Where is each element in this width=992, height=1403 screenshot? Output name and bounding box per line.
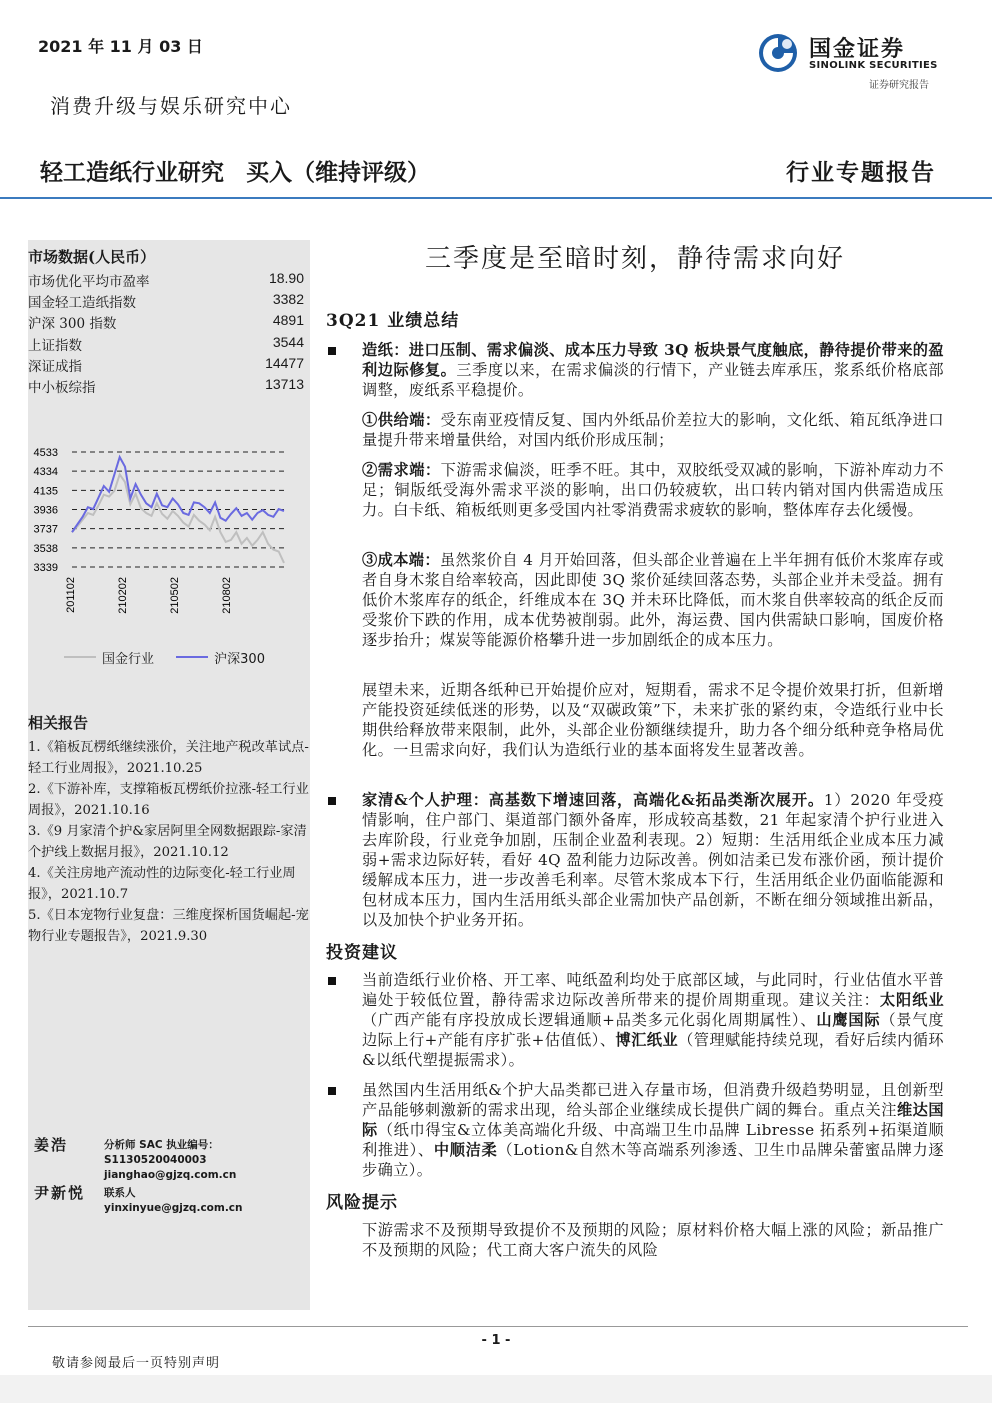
- paragraph: 展望未来，近期各纸种已开始提价应对，短期看，需求不足令提价效果打折，但新增产能投资延续低迷的形势，以及“双碳政策”下，未来扩张的紧约束，令造纸行业中长期供给释放带来限制，此外，头部企业份额继续提升，助力各个细分纸种竞争格局优化。一旦需求向好，我们认为造纸行业的基本面将发生显著改善。: [362, 681, 944, 759]
- y-tick-label: 4533: [33, 447, 58, 459]
- chart-legend: [64, 647, 283, 667]
- market-label: 上证指数: [28, 338, 82, 354]
- paragraph: [362, 790, 944, 930]
- index-chart: [28, 440, 310, 670]
- market-value: 3382: [272, 291, 304, 307]
- market-label: 国金轻工造纸指数: [28, 295, 136, 311]
- y-tick-label: 4334: [33, 466, 58, 479]
- footer-disclaimer: 敬请参阅最后一页特别声明: [52, 1356, 221, 1371]
- market-value: 14477: [265, 355, 304, 371]
- analyst-name: 尹新悦: [34, 1184, 86, 1202]
- analyst-info: [104, 1186, 243, 1216]
- headline: 三季度是至暗时刻，静待需求向好: [424, 244, 845, 274]
- market-label: 深证成指: [28, 359, 82, 375]
- legend-swatch: [64, 656, 96, 658]
- y-tick-label: 3339: [33, 562, 58, 574]
- analyst-role: 分析师 SAC 执业编号：S1130520040003: [104, 1139, 219, 1166]
- legend-item: [64, 648, 154, 667]
- market-label: 市场优化平均市盈率: [28, 274, 150, 290]
- company-name: 博汇纸业: [615, 1031, 679, 1049]
- y-tick-label: 3936: [33, 504, 58, 517]
- bullet-icon: [328, 1084, 336, 1098]
- section-heading: 风险提示: [326, 1193, 398, 1213]
- y-tick-label: 3538: [33, 542, 58, 555]
- analyst-info: [104, 1138, 310, 1183]
- para-text: 三季度以来，在需求偏淡的行情下，产业链去库承压，浆系纸价格底部调整，废纸系平稳提价。: [362, 361, 944, 399]
- paragraph: [362, 970, 944, 1070]
- para-text: 虽然浆价自 4 月开始回落，但头部企业普遍在上半年拥有低价木浆库存或者自身木浆自给率较高，因此即使 3Q 浆价延续回落态势，头部企业并未受益。拥有低价木浆库存的纸企，纤维成本在 3Q 并未环比降低，而木浆自供率较高的纸企反而受浆价下跌的作用，成本优势被削弱。此外，海运费、国内供需缺口影响，国废价格逐步抬升；煤炭等能源价格攀升进一步加剧纸企的成本压力。: [362, 551, 944, 649]
- legend-label: 沪深300: [214, 651, 265, 667]
- para-text: （景气度边际上行+产能有序扩张+估值低）、: [362, 1011, 944, 1049]
- y-tick-label: 4135: [33, 485, 58, 498]
- x-tick-label: 210202: [117, 577, 129, 614]
- logo-name-en: SINOLINK SECURITIES: [809, 60, 938, 71]
- legend-label: 国金行业: [102, 651, 155, 667]
- sidebar: [28, 240, 310, 1310]
- para-bold: ③成本端：: [362, 551, 440, 569]
- market-value: 3544: [272, 334, 304, 350]
- market-row: [28, 312, 304, 332]
- related-report-item[interactable]: 1.《箱板瓦楞纸继续涨价，关注地产税改革试点-轻工行业周报》，2021.10.25: [28, 740, 309, 776]
- related-report-item[interactable]: 2.《下游补库，支撑箱板瓦楞纸价拉涨-轻工行业周报》，2021.10.16: [28, 782, 309, 818]
- analyst-role: 联系人: [104, 1187, 136, 1199]
- paragraph: [362, 460, 944, 520]
- para-text: 下游需求偏淡，旺季不旺。其中，双胶纸受双减的影响，下游补库动力不足；铜版纸受海外需求平淡的影响，出口仍较疲软，出口转内销对国内供需造成压力。白卡纸、箱板纸则更多受国内社零消费需求疲软的影响，整体库存去化缓慢。: [362, 461, 944, 519]
- para-bold: ②需求端：: [362, 461, 441, 479]
- footer-band: [0, 1375, 992, 1403]
- company-logo: [757, 30, 952, 90]
- rating: 买入（维持评级）: [246, 160, 430, 186]
- footer-divider: [28, 1326, 968, 1327]
- legend-item: [176, 648, 265, 667]
- paragraph: [362, 340, 944, 400]
- analyst-name: 姜浩: [34, 1136, 69, 1154]
- page-number: - 1 -: [481, 1333, 511, 1348]
- logo-mark-icon: [757, 32, 799, 74]
- market-value: 13713: [265, 376, 304, 392]
- para-text: 受东南亚疫情反复、国内外纸品价差拉大的影响，文化纸、箱瓦纸净进口量提升带来增量供给，对国内纸价形成压制；: [362, 411, 944, 449]
- market-label: 中小板综指: [28, 380, 96, 396]
- section-heading: 投资建议: [326, 943, 398, 963]
- report-date: 2021 年 11 月 03 日: [38, 37, 203, 56]
- para-text: （纸巾得宝&立体美高端化升级、中高端卫生巾品牌 Libresse 拓系列+拓渠道顺利推进）、: [362, 1121, 944, 1159]
- para-text: （广西产能有序投放成长逻辑通顺+品类多元化弱化周期属性）、: [362, 1011, 817, 1029]
- market-row: [28, 355, 304, 375]
- x-tick-label: 210802: [221, 577, 233, 614]
- logo-name-cn: 国金证券: [809, 37, 906, 62]
- para-text: 虽然国内生活用纸&个护大品类都已进入存量市场，但消费升级趋势明显，且创新型产品能够刺激新的需求出现，给头部企业继续成长提供广阔的舞台。重点关注: [362, 1081, 944, 1119]
- analyst-email[interactable]: yinxinyue@gjzq.com.cn: [104, 1202, 243, 1214]
- bullet-icon: [328, 974, 336, 988]
- related-report-item[interactable]: 4.《关注房地产流动性的边际变化-轻工行业周报》，2021.10.7: [28, 866, 296, 902]
- company-name: 维达国际: [362, 1101, 944, 1139]
- paragraph: [362, 410, 944, 450]
- market-data-title: 市场数据(人民币）: [28, 248, 156, 266]
- company-name: 山鹰国际: [816, 1011, 881, 1029]
- company-name: 太阳纸业: [879, 991, 944, 1009]
- bullet-icon: [328, 344, 336, 358]
- related-report-item[interactable]: 5.《日本宠物行业复盘：三维度探析国货崛起-宠物行业专题报告》，2021.9.30: [28, 908, 309, 944]
- market-value: 18.90: [268, 270, 304, 286]
- legend-swatch: [176, 656, 208, 658]
- para-text: （Lotion&自然木等高端系列渗透、卫生巾品牌朵蕾蜜品牌力逐步确立）。: [362, 1141, 944, 1179]
- logo-subtitle: 证券研究报告: [869, 80, 929, 91]
- paragraph: [362, 1080, 944, 1180]
- market-row: [28, 334, 304, 354]
- market-label: 沪深 300 指数: [28, 316, 117, 332]
- related-report-item[interactable]: 3.《9 月家清个护&家居阿里全网数据跟踪-家清个护线上数据月报》，2021.10.12: [28, 824, 307, 860]
- market-row: [28, 291, 304, 311]
- report-type: 行业专题报告: [786, 159, 936, 186]
- analyst-email[interactable]: jianghao@gjzq.com.cn: [104, 1169, 237, 1181]
- company-name: 中顺洁柔: [433, 1141, 498, 1159]
- header-divider: [0, 197, 992, 199]
- section-heading: 3Q21 业绩总结: [326, 311, 460, 331]
- market-row: [28, 270, 304, 290]
- paragraph: 下游需求不及预期导致提价不及预期的风险；原材料价格大幅上涨的风险；新品推广不及预期的风险；代工商大客户流失的风险: [362, 1221, 944, 1259]
- para-bold: ①供给端：: [362, 411, 441, 429]
- industry-rating-bar: [40, 154, 430, 187]
- para-text: 当前造纸行业价格、开工率、吨纸盈利均处于底部区域，与此同时，行业估值水平普遍处于较低位置，静待需求边际改善所带来的提价周期重现。建议关注：: [362, 971, 944, 1009]
- bullet-icon: [328, 794, 336, 808]
- related-reports-title: 相关报告: [28, 714, 89, 732]
- y-tick-label: 3737: [33, 523, 58, 536]
- research-center: 消费升级与娱乐研究中心: [50, 94, 292, 118]
- x-tick-label: 210502: [169, 577, 181, 614]
- market-row: [28, 376, 304, 396]
- para-text: （管理赋能持续兑现，看好后续内循环&以纸代塑提振需求）。: [362, 1031, 944, 1069]
- para-bold: 造纸：进口压制、需求偏淡、成本压力导致 3Q 板块景气度触底，静待提价带来的盈利边际修复。: [362, 341, 944, 379]
- market-value: 4891: [272, 312, 304, 328]
- para-text: 1）2020 年受疫情影响，住户部门、渠道部门额外备库，形成较高基数，21 年起家清个护行业进入去库阶段，行业竞争加剧，压制企业盈利表现。2）短期：生活用纸企业成本压力减弱+需求边际好转，看好 4Q 盈利能力边际改善。例如洁柔已发布涨价函，预计提价缓解成本压力，进一步改善毛利率。尽管木浆成本下行，生活用纸企业仍面临能源和包材成本压力，国内生活用纸头部企业需加快产品创新，不断在细分领域推出新品，以及加快个护业务开拓。: [362, 791, 944, 929]
- para-bold: 家清&个人护理：高基数下增速回落，高端化&拓品类渐次展开。: [362, 791, 824, 809]
- x-tick-label: 201102: [65, 577, 77, 613]
- paragraph: [362, 550, 944, 650]
- industry-name: 轻工造纸行业研究: [40, 160, 224, 186]
